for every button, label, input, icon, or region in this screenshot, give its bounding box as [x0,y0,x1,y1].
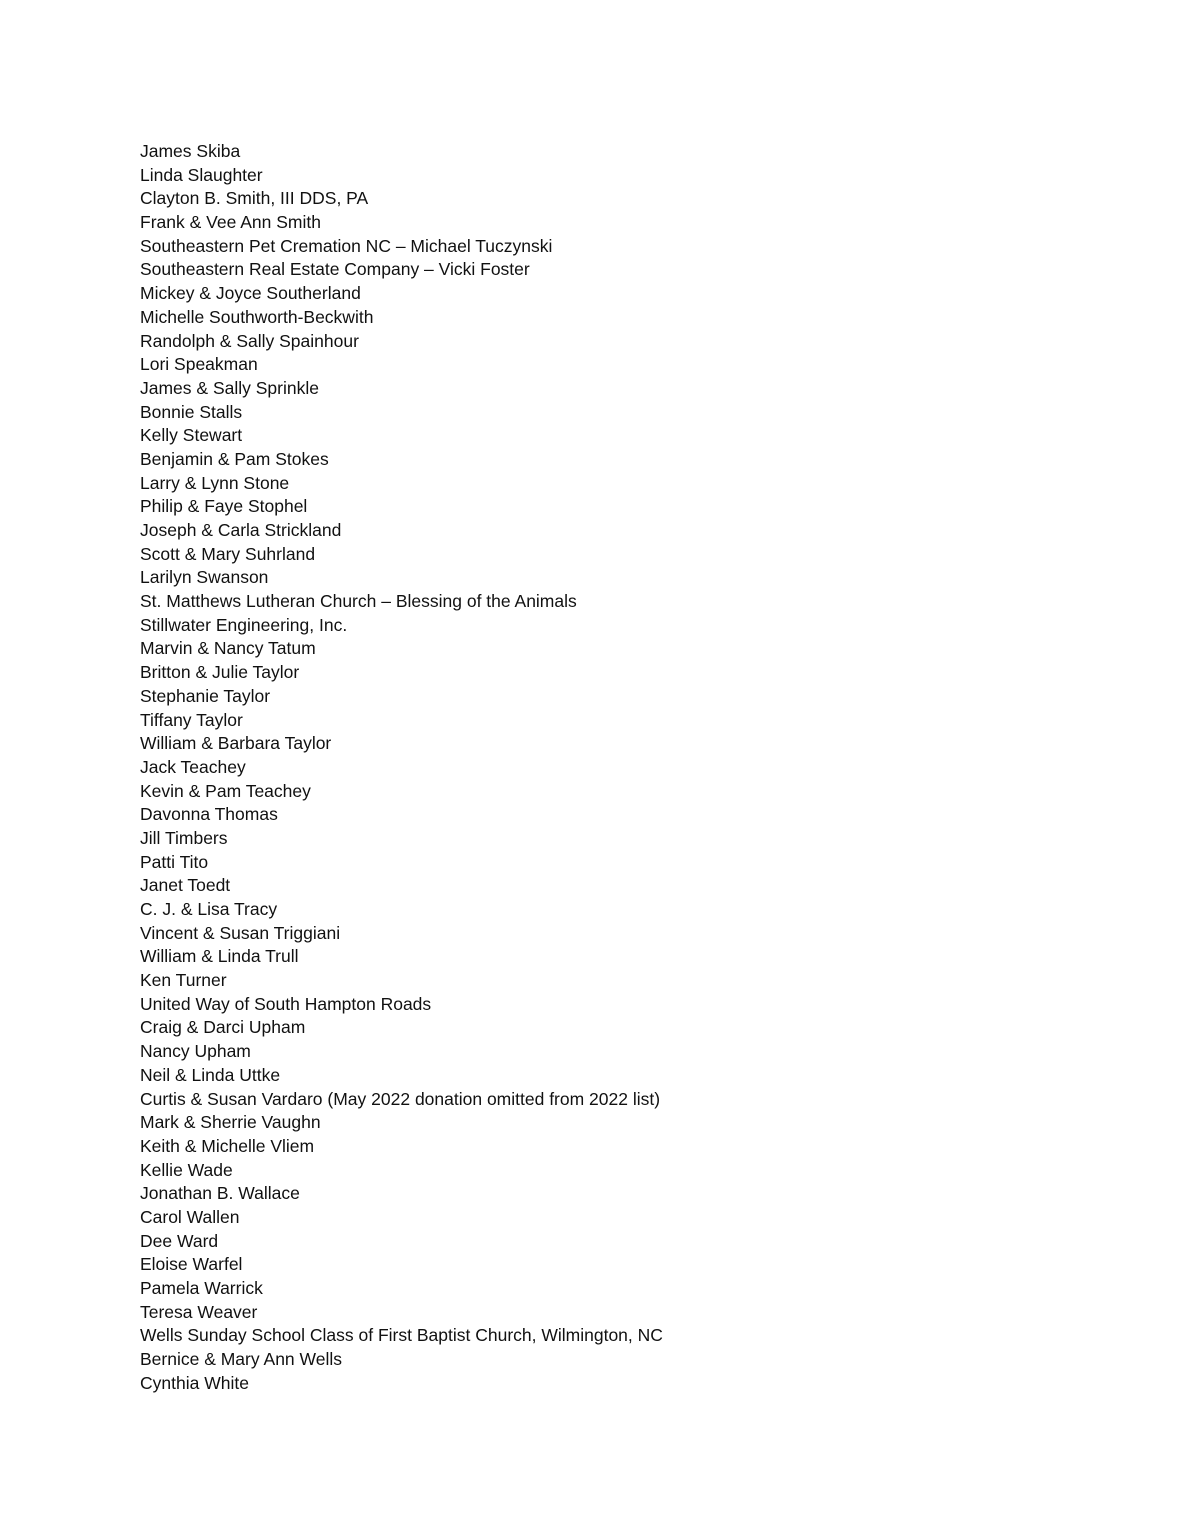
donor-name: Eloise Warfel [140,1254,243,1275]
donor-name: Benjamin & Pam Stokes [140,448,329,469]
donor-name: Dee Ward [140,1230,219,1251]
donor-name: Jonathan B. Wallace [140,1183,300,1204]
donor-name: Patti Tito [140,851,209,872]
donor-name: C. J. & Lisa Tracy [140,899,278,919]
donor-name: Marvin & Nancy Tatum [140,638,316,659]
donor-name: Kellie Wade [140,1159,233,1180]
donor-name: Michelle Southworth-Beckwith [140,306,374,327]
donor-name: Southeastern Pet Cremation NC – Michael Tuczynski [140,235,553,256]
donor-name: United Way of South Hampton Roads [140,993,432,1014]
donor-name: Bernice & Mary Ann Wells [140,1349,342,1370]
donor-name: Carol Wallen [140,1206,240,1227]
donor-name: Randolph & Sally Spainhour [140,330,359,351]
donor-name: Neil & Linda Uttke [140,1064,281,1085]
donor-name: Teresa Weaver [140,1301,258,1322]
donor-name: Ken Turner [140,970,227,991]
donor-name: Cynthia White [140,1372,249,1393]
donor-name: Linda Slaughter [140,164,263,185]
donor-name: Larry & Lynn Stone [140,472,290,493]
donor-name: Vincent & Susan Triggiani [140,922,341,943]
donor-name: Kelly Stewart [140,425,243,446]
donor-name: Joseph & Carla Strickland [140,520,342,540]
donor-name: Britton & Julie Taylor [140,662,300,683]
donor-name: William & Barbara Taylor [140,733,332,754]
donor-name: St. Matthews Lutheran Church – Blessing of the Animals [140,591,577,612]
donor-name: Kevin & Pam Teachey [140,780,311,801]
donor-name: Bonnie Stalls [140,401,243,422]
donor-name: James & Sally Sprinkle [140,377,319,398]
donor-list [140,140,663,1395]
donor-name: Stillwater Engineering, Inc. [140,614,348,635]
donor-name: Stephanie Taylor [140,685,271,706]
donor-name: Nancy Upham [140,1041,251,1062]
donor-name: Craig & Darci Upham [140,1017,306,1038]
donor-name: Keith & Michelle Vliem [140,1135,315,1156]
donor-name: Davonna Thomas [140,804,278,825]
donor-name: Janet Toedt [140,875,231,896]
donor-name: Larilyn Swanson [140,567,269,588]
donor-name: Jill Timbers [140,827,228,848]
donor-name: William & Linda Trull [140,946,299,967]
donor-name: Frank & Vee Ann Smith [140,212,321,233]
donor-name: Mark & Sherrie Vaughn [140,1112,321,1133]
donor-name: Scott & Mary Suhrland [140,543,316,564]
donor-name: Philip & Faye Stophel [140,496,308,517]
donor-name: Tiffany Taylor [140,709,243,730]
donor-name: Wells Sunday School Class of First Baptist Church, Wilmington, NC [140,1325,663,1346]
donor-name: Pamela Warrick [140,1278,263,1298]
donor-name: Jack Teachey [140,756,246,777]
donor-name: Southeastern Real Estate Company – Vicki Foster [140,259,530,280]
donor-name: Curtis & Susan Vardaro (May 2022 donation omitted from 2022 list) [140,1088,661,1109]
donor-name: Clayton B. Smith, III DDS, PA [140,188,369,209]
donor-name: Mickey & Joyce Southerland [140,283,361,304]
donor-name: Lori Speakman [140,354,258,375]
donor-name: James Skiba [140,141,241,161]
